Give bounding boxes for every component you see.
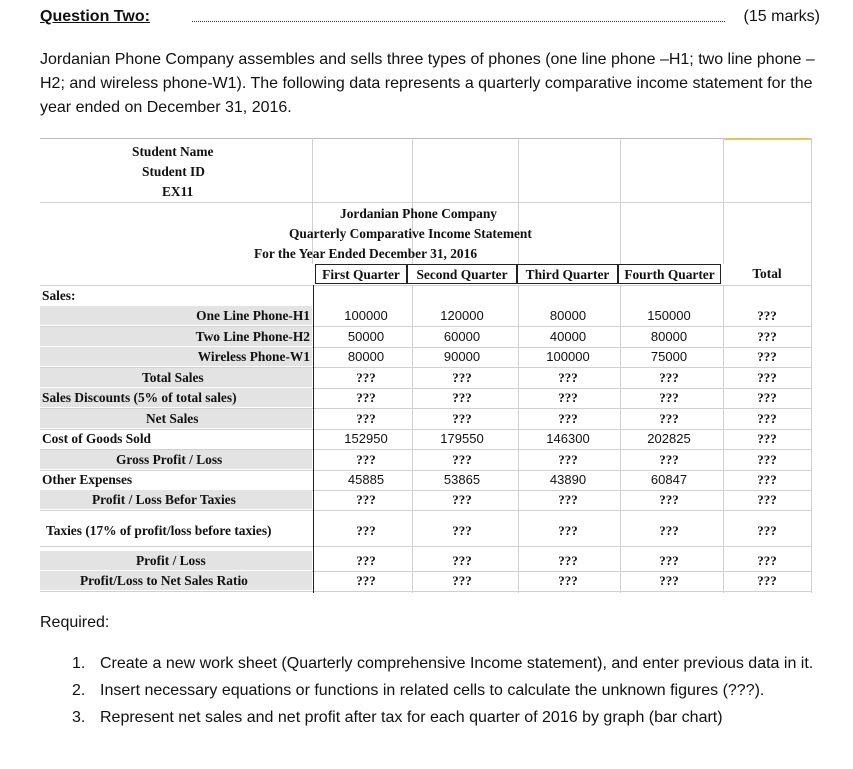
value-cell: ??? bbox=[757, 349, 777, 364]
list-text: Represent net sales and net profit after tax for each quarter of 2016 by graph (bar chart) bbox=[100, 709, 723, 726]
list-number: 1. bbox=[72, 655, 86, 672]
value-cell: ??? bbox=[757, 573, 777, 588]
value-cell: ??? bbox=[452, 370, 472, 385]
value-cell: 146300 bbox=[546, 431, 590, 446]
list-text: Create a new work sheet (Quarterly comprehensive Income statement), and enter previous data in it. bbox=[100, 655, 814, 672]
list-text: Insert necessary equations or functions in related cells to calculate the unknown figures (???). bbox=[100, 682, 765, 699]
grid-line bbox=[723, 138, 724, 264]
value-cell: 40000 bbox=[549, 329, 587, 344]
value-cell: ??? bbox=[356, 390, 376, 405]
value-cell: 80000 bbox=[650, 329, 688, 344]
value-cell: 90000 bbox=[443, 349, 481, 364]
value-cell: ??? bbox=[659, 553, 679, 568]
value-cell: ??? bbox=[558, 370, 578, 385]
value-cell: ??? bbox=[757, 370, 777, 385]
value-cell: ??? bbox=[659, 573, 679, 588]
value-cell: ??? bbox=[452, 411, 472, 426]
row-label: Taxies (17% of profit/loss before taxies) bbox=[46, 523, 272, 538]
value-cell: 100000 bbox=[344, 308, 388, 323]
value-cell: 53865 bbox=[443, 472, 481, 487]
value-cell: ??? bbox=[356, 492, 376, 507]
grid-line bbox=[723, 285, 724, 593]
value-cell: ??? bbox=[452, 452, 472, 467]
value-cell: ??? bbox=[659, 523, 679, 538]
value-cell: ??? bbox=[558, 411, 578, 426]
value-cell: ??? bbox=[757, 431, 777, 446]
list-item bbox=[72, 680, 832, 702]
grid-line bbox=[40, 591, 812, 592]
value-cell: 100000 bbox=[546, 349, 590, 364]
col-header-q3: Third Quarter bbox=[517, 264, 618, 284]
value-cell: 202825 bbox=[647, 431, 691, 446]
value-cell: 50000 bbox=[347, 329, 385, 344]
value-cell: ??? bbox=[558, 553, 578, 568]
value-cell: ??? bbox=[452, 523, 472, 538]
grid-line bbox=[620, 138, 621, 264]
value-cell: ??? bbox=[659, 411, 679, 426]
grid-line bbox=[620, 285, 621, 593]
value-cell: 60847 bbox=[650, 472, 688, 487]
value-cell: ??? bbox=[659, 370, 679, 385]
question-marks: (15 marks) bbox=[743, 8, 820, 25]
column-border bbox=[313, 285, 314, 593]
grid-line bbox=[518, 285, 519, 593]
col-header-q4: Fourth Quarter bbox=[618, 264, 721, 284]
col-header-q2: Second Quarter bbox=[407, 264, 517, 284]
exercise-label: EX11 bbox=[162, 184, 194, 199]
value-cell: 152950 bbox=[344, 431, 388, 446]
row-label: Other Expenses bbox=[42, 472, 133, 487]
value-cell: ??? bbox=[356, 523, 376, 538]
grid-line bbox=[40, 510, 812, 511]
value-cell: ??? bbox=[757, 492, 777, 507]
value-cell: 60000 bbox=[443, 329, 481, 344]
value-cell: ??? bbox=[757, 472, 777, 487]
row-label: One Line Phone-H1 bbox=[196, 308, 310, 323]
value-cell: ??? bbox=[757, 553, 777, 568]
value-cell: ??? bbox=[452, 553, 472, 568]
value-cell: ??? bbox=[659, 390, 679, 405]
row-label: Total Sales bbox=[142, 370, 204, 385]
grid-line bbox=[40, 285, 812, 286]
selected-cell-marker bbox=[723, 138, 812, 140]
value-cell: ??? bbox=[356, 452, 376, 467]
statement-period: For the Year Ended December 31, 2016 bbox=[254, 246, 478, 261]
value-cell: ??? bbox=[757, 411, 777, 426]
value-cell: 43890 bbox=[549, 472, 587, 487]
required-list bbox=[72, 653, 832, 734]
grid-line bbox=[518, 138, 519, 264]
row-label: Profit / Loss Befor Taxies bbox=[92, 492, 236, 507]
statement-title: Quarterly Comparative Income Statement bbox=[289, 226, 532, 241]
value-cell: 80000 bbox=[347, 349, 385, 364]
value-cell: ??? bbox=[558, 390, 578, 405]
row-label: Profit/Loss to Net Sales Ratio bbox=[80, 573, 248, 588]
value-cell: 150000 bbox=[647, 308, 691, 323]
question-intro: Jordanian Phone Company assembles and sells three types of phones (one line phone –H1; two line phone –H2; and wireless phone-W1). The following data represents a quarterly comparative income statement for the year ended on December 31, 2016. bbox=[40, 51, 815, 116]
value-cell: ??? bbox=[356, 411, 376, 426]
value-cell: ??? bbox=[558, 492, 578, 507]
list-item bbox=[72, 653, 832, 675]
value-cell: 45885 bbox=[347, 472, 385, 487]
value-cell: ??? bbox=[558, 573, 578, 588]
value-cell: 179550 bbox=[440, 431, 484, 446]
value-cell: ??? bbox=[452, 492, 472, 507]
value-cell: ??? bbox=[757, 523, 777, 538]
value-cell: ??? bbox=[452, 390, 472, 405]
grid-line bbox=[412, 285, 413, 593]
row-label: Cost of Goods Sold bbox=[42, 431, 152, 446]
value-cell: ??? bbox=[356, 573, 376, 588]
row-label: Profit / Loss bbox=[136, 553, 206, 568]
value-cell: ??? bbox=[757, 308, 777, 323]
value-cell: ??? bbox=[356, 553, 376, 568]
value-cell: 120000 bbox=[440, 308, 484, 323]
income-statement-sheet bbox=[40, 138, 812, 593]
row-label: Two Line Phone-H2 bbox=[195, 329, 310, 344]
value-cell: ??? bbox=[558, 452, 578, 467]
row-label: Wireless Phone-W1 bbox=[197, 349, 310, 364]
list-number: 3. bbox=[72, 709, 86, 726]
value-cell: ??? bbox=[757, 452, 777, 467]
row-label: Gross Profit / Loss bbox=[116, 452, 223, 467]
col-header-q1: First Quarter bbox=[315, 264, 407, 284]
value-cell: ??? bbox=[659, 452, 679, 467]
value-cell: ??? bbox=[558, 523, 578, 538]
required-heading: Required: bbox=[40, 614, 110, 631]
row-label: Net Sales bbox=[146, 411, 199, 426]
company-name: Jordanian Phone Company bbox=[340, 206, 497, 221]
list-number: 2. bbox=[72, 682, 86, 699]
value-cell: 80000 bbox=[549, 308, 587, 323]
value-cell: ??? bbox=[757, 390, 777, 405]
student-name-label: Student Name bbox=[132, 144, 214, 159]
value-cell: ??? bbox=[659, 492, 679, 507]
value-cell: ??? bbox=[356, 370, 376, 385]
value-cell: 75000 bbox=[650, 349, 688, 364]
list-item bbox=[72, 707, 832, 729]
student-id-label: Student ID bbox=[142, 164, 205, 179]
question-title: Question Two: bbox=[40, 8, 150, 25]
value-cell: ??? bbox=[452, 573, 472, 588]
grid-line bbox=[40, 546, 812, 547]
question-heading bbox=[40, 7, 820, 27]
grid-line bbox=[40, 202, 812, 203]
row-label: Sales Discounts (5% of total sales) bbox=[42, 390, 237, 405]
sales-section-label: Sales: bbox=[42, 288, 76, 303]
value-cell: ??? bbox=[757, 329, 777, 344]
grid-line bbox=[40, 138, 812, 139]
col-header-total: Total bbox=[752, 266, 782, 281]
dotted-leader bbox=[192, 21, 725, 22]
